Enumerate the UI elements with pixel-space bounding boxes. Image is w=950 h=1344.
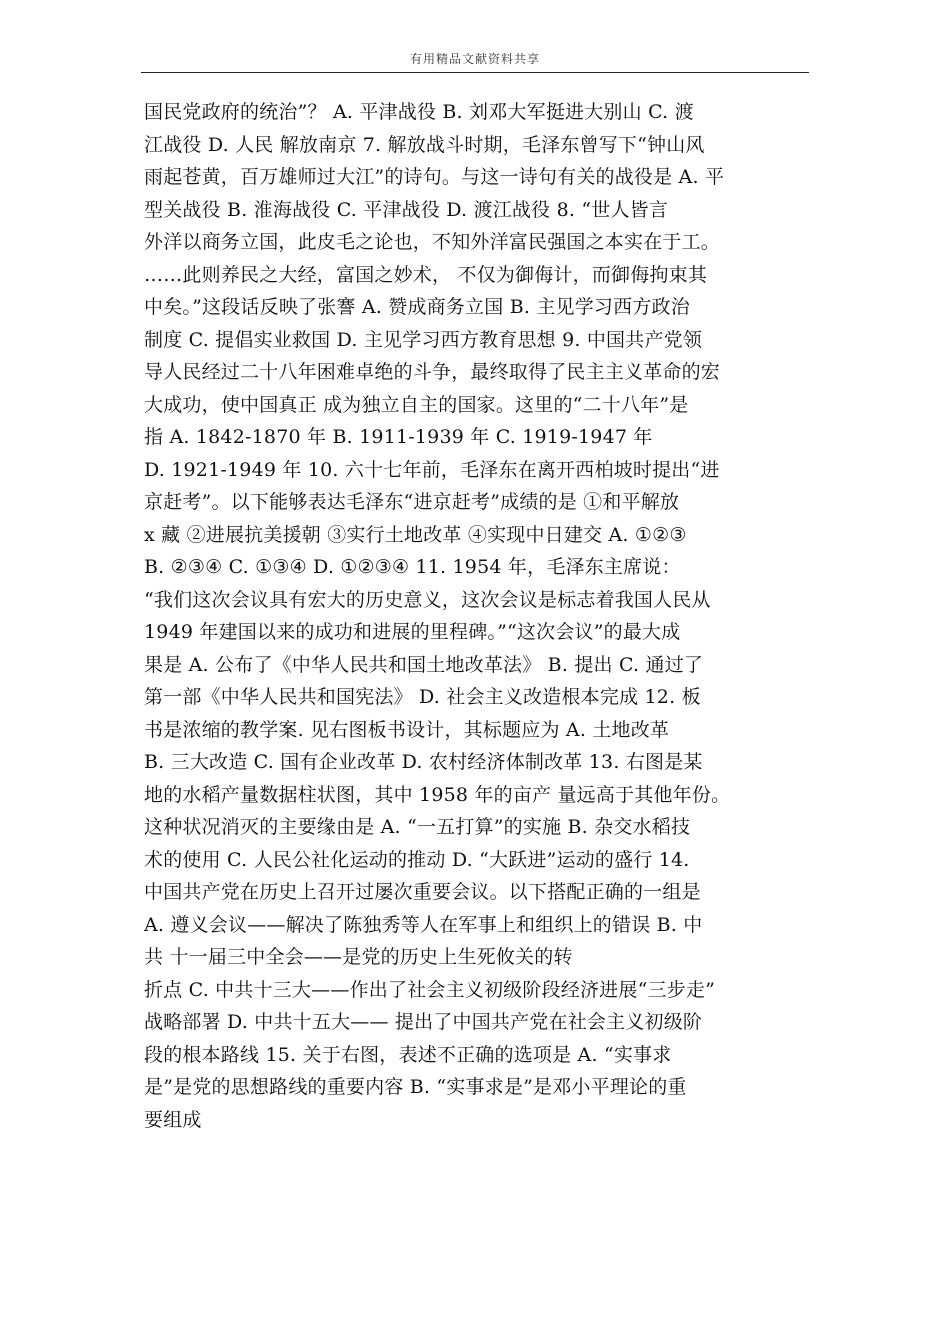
page-header: 有用精品文献资料共享 <box>409 52 540 66</box>
text-line: 江战役 D. 人民 解放南京 7. 解放战斗时期，毛泽东曾写下“钟山风 <box>144 133 705 156</box>
text-line: ……此则养民之大经，富国之妙术， 不仅为御侮计，而御侮拘束其 <box>144 263 708 286</box>
text-line: 果是 A. 公布了《中华人民共和国土地改革法》 B. 提出 C. 通过了 <box>144 653 704 676</box>
text-line: 外洋以商务立国，此皮毛之论也，不知外洋富民强国之本实在于工。 <box>144 231 721 253</box>
text-line: 要组成 <box>144 1108 202 1131</box>
text-line: “我们这次会议具有宏大的历史意义，这次会议是标志着我国人民从 <box>144 588 711 611</box>
text-line: 段的根本路线 15. 关于右图，表述不正确的选项是 A. “实事求 <box>144 1043 672 1066</box>
text-line: 战略部署 D. 中共十五大—— 提出了中国共产党在社会主义初级阶 <box>144 1011 703 1033</box>
text-line: A. 遵义会议——解决了陈独秀等人在军事上和组织上的错误 B. 中 <box>144 913 703 936</box>
text-line: 国民党政府的统治”？ A. 平津战役 B. 刘邓大军挺进大别山 C. 渡 <box>144 101 694 123</box>
text-line: 第一部《中华人民共和国宪法》 D. 社会主义改造根本完成 12. 板 <box>144 686 701 708</box>
text-line: 中国共产党在历史上召开过屡次重要会议。以下搭配正确的一组是 <box>144 881 701 903</box>
text-line: 共 十一届三中全会——是党的历史上生死攸关的转 <box>144 946 573 968</box>
text-line: 术的使用 C. 人民公社化运动的推动 D. “大跃进”运动的盛行 14. <box>144 848 690 871</box>
text-line: 折点 C. 中共十三大——作出了社会主义初级阶段经济进展“三步走” <box>144 978 716 1001</box>
text-line: 书是浓缩的教学案. 见右图板书设计，其标题应为 A. 土地改革 <box>144 718 670 741</box>
text-line: 导人民经过二十八年困难卓绝的斗争，最终取得了民主主义革命的宏 <box>144 361 721 383</box>
text-line: 雨起苍黄，百万雄师过大江”的诗句。与这一诗句有关的战役是 A. 平 <box>144 166 725 188</box>
text-line: x 藏 ②进展抗美援朝 ③实行土地改革 ④实现中日建交 A. ①②③ <box>144 523 687 546</box>
header-divider <box>141 72 809 73</box>
text-line: 1949 年建国以来的成功和进展的里程碑。”“这次会议”的最大成 <box>144 621 681 643</box>
text-line: 京赶考”。以下能够表达毛泽东“进京赶考”成绩的是 ①和平解放 <box>144 491 680 513</box>
text-line: 指 A. 1842-1870 年 B. 1911-1939 年 C. 1919-1947 年 <box>144 426 653 448</box>
text-line: B. 三大改造 C. 国有企业改革 D. 农村经济体制改革 13. 右图是某 <box>144 751 703 773</box>
text-line: B. ②③④ C. ①③④ D. ①②③④ 11. 1954 年，毛泽东主席说： <box>144 556 681 578</box>
text-line: 地的水稻产量数据柱状图，其中 1958 年的亩产 量远高于其他年份。 <box>144 783 731 806</box>
text-line: 是”是党的思想路线的重要内容 B. “实事求是”是邓小平理论的重 <box>144 1076 687 1098</box>
text-line: 型关战役 B. 淮海战役 C. 平津战役 D. 渡江战役 8. “世人皆言 <box>144 198 669 221</box>
document-body <box>144 96 816 1136</box>
text-line: 制度 C. 提倡实业救国 D. 主见学习西方教育思想 9. 中国共产党领 <box>144 328 703 351</box>
text-line: 这种状况消灭的主要缘由是 A. “一五打算”的实施 B. 杂交水稻技 <box>144 816 691 838</box>
text-line: D. 1921-1949 年 10. 六十七年前，毛泽东在离开西柏坡时提出“进 <box>144 458 720 481</box>
text-line: 大成功，使中国真正 成为独立自主的国家。这里的“二十八年”是 <box>144 393 689 416</box>
text-line: 中矣。”这段话反映了张謇 A. 赞成商务立国 B. 主见学习西方政治 <box>144 296 690 318</box>
